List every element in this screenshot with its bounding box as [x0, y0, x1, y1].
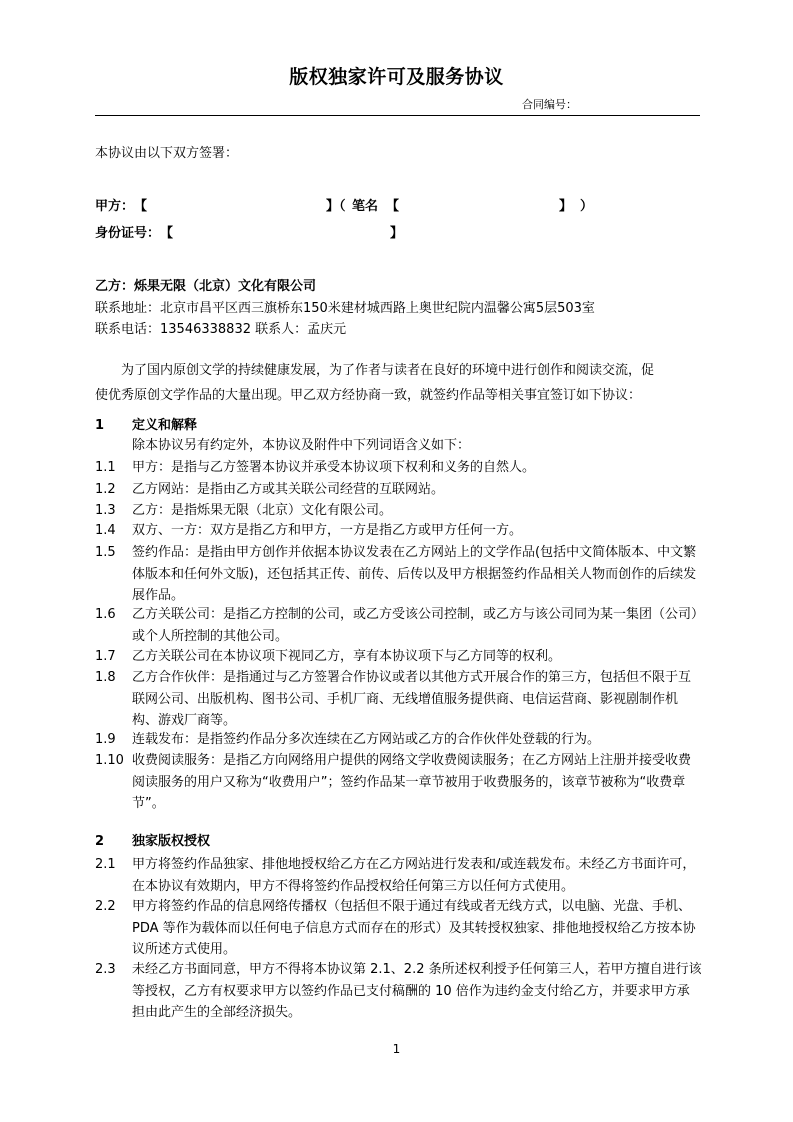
- page-number: 1: [392, 1042, 401, 1056]
- clause-number: 1.7: [95, 649, 116, 664]
- clause-text: 乙方合作伙伴：是指通过与乙方签署合作协议或者以其他方式开展合作的第三方，包括但不限于互联网公司、出版机构、图书公司、手机厂商、无线增值服务提供商、电信运营商、影视剧制作机构、游戏厂商等。: [132, 670, 692, 728]
- pen-name-close-bracket: 】: [559, 199, 573, 214]
- clause-text: 甲方：是指与乙方签署本协议并承受本协议项下权利和义务的自然人。: [132, 460, 536, 475]
- section-1-lead: 除本协议另有约定外，本协议及附件中下列词语含义如下：: [132, 438, 471, 453]
- clause-text: 连载发布：是指签约作品分多次连续在乙方网站或乙方的合作伙伴处登载的行为。: [132, 732, 601, 747]
- intro-text: 本协议由以下双方签署：: [95, 146, 239, 161]
- contract-number-label: 合同编号：: [522, 98, 577, 111]
- pen-name-label: 笔名: [352, 199, 379, 214]
- clause-number: 1.2: [95, 482, 116, 497]
- clause-text: 乙方关联公司：是指乙方控制的公司，或乙方受该公司控制，或乙方与该公司同为某一集团（公司）或个人所控制的其他公司。: [132, 607, 698, 644]
- id-number-open-bracket: 【: [160, 226, 174, 241]
- clause-number: 1.6: [95, 607, 116, 622]
- party-a-close-bracket: 】（: [326, 199, 346, 214]
- id-number-close-bracket: 】: [390, 226, 404, 241]
- clause-number: 2.1: [95, 857, 116, 872]
- section-1-title: 定义和解释: [132, 418, 198, 433]
- clause-text: 未经乙方书面同意，甲方不得将本协议第 2.1、2.2 条所述权利授予任何第三人，若甲方擅自进行该等授权，乙方有权要求甲方以签约作品已支付稿酬的 10 倍作为违约金支付给乙方，并要求甲方承担由此产生的全部经济损失。: [132, 962, 702, 1020]
- clause-text: 乙方：是指烁果无限（北京）文化有限公司。: [132, 503, 393, 518]
- preamble-line-1: 为了国内原创文学的持续健康发展，为了作者与读者在良好的环境中进行创作和阅读交流，促: [121, 363, 655, 378]
- party-b-address: 联系地址：北京市昌平区西三旗桥东150米建材城西路上奥世纪院内温馨公寓5层503室: [95, 301, 595, 316]
- clause-text: 乙方关联公司在本协议项下视同乙方，享有本协议项下与乙方同等的权利。: [132, 649, 562, 664]
- header-divider: [95, 115, 700, 116]
- document-title: 版权独家许可及服务协议: [289, 66, 504, 88]
- clause-number: 1.10: [95, 753, 124, 768]
- party-a-open-bracket: 【: [134, 199, 148, 214]
- clause-number: 1.9: [95, 732, 116, 747]
- clause-number: 1.8: [95, 670, 116, 685]
- section-2-title: 独家版权授权: [132, 834, 211, 849]
- pen-name-open-bracket: 【: [386, 199, 400, 214]
- section-1-number: 1: [95, 418, 105, 433]
- clause-text: 签约作品：是指由甲方创作并依据本协议发表在乙方网站上的文学作品(包括中文简体版本、中文繁体版本和任何外文版)，还包括其正传、前传、后传以及甲方根据签约作品相关人物而创作的后续发展作品。: [132, 545, 697, 603]
- clause-text: 乙方网站：是指由乙方或其关联公司经营的互联网站。: [132, 482, 445, 497]
- clause-text: 甲方将签约作品的信息网络传播权（包括但不限于通过有线或者无线方式，以电脑、光盘、手机、PDA 等作为载体而以任何电子信息方式而存在的形式）及其转授权独家、排他地授权给乙方按本协议所述方式使用。: [132, 899, 696, 957]
- party-b-name: 乙方：烁果无限（北京）文化有限公司: [95, 279, 317, 294]
- preamble-line-2: 使优秀原创文学作品的大量出现。甲乙双方经协商一致，就签约作品等相关事宜签订如下协议：: [95, 388, 642, 403]
- clause-text: 收费阅读服务：是指乙方向网络用户提供的网络文学收费阅读服务；在乙方网站上注册并接受收费阅读服务的用户又称为“收费用户”；签约作品某一章节被用于收费服务的，该章节被称为“收费章节”。: [132, 753, 692, 811]
- clause-number: 1.4: [95, 523, 116, 538]
- section-2-number: 2: [95, 834, 105, 849]
- clause-text: 双方、一方：双方是指乙方和甲方，一方是指乙方或甲方任何一方。: [132, 523, 523, 538]
- clause-number: 1.5: [95, 545, 116, 560]
- id-number-label: 身份证号：: [95, 226, 161, 241]
- pen-name-end: ）: [580, 199, 594, 214]
- clause-text: 甲方将签约作品独家、排他地授权给乙方在乙方网站进行发表和/或连载发布。未经乙方书面许可，在本协议有效期内，甲方不得将签约作品授权给任何第三方以任何方式使用。: [132, 857, 696, 894]
- clause-number: 1.1: [95, 460, 116, 475]
- party-b-contact: 联系电话：13546338832 联系人：孟庆元: [95, 322, 347, 337]
- party-a-label: 甲方：: [95, 199, 135, 214]
- clause-number: 1.3: [95, 503, 116, 518]
- clause-number: 2.3: [95, 962, 116, 977]
- clause-number: 2.2: [95, 899, 116, 914]
